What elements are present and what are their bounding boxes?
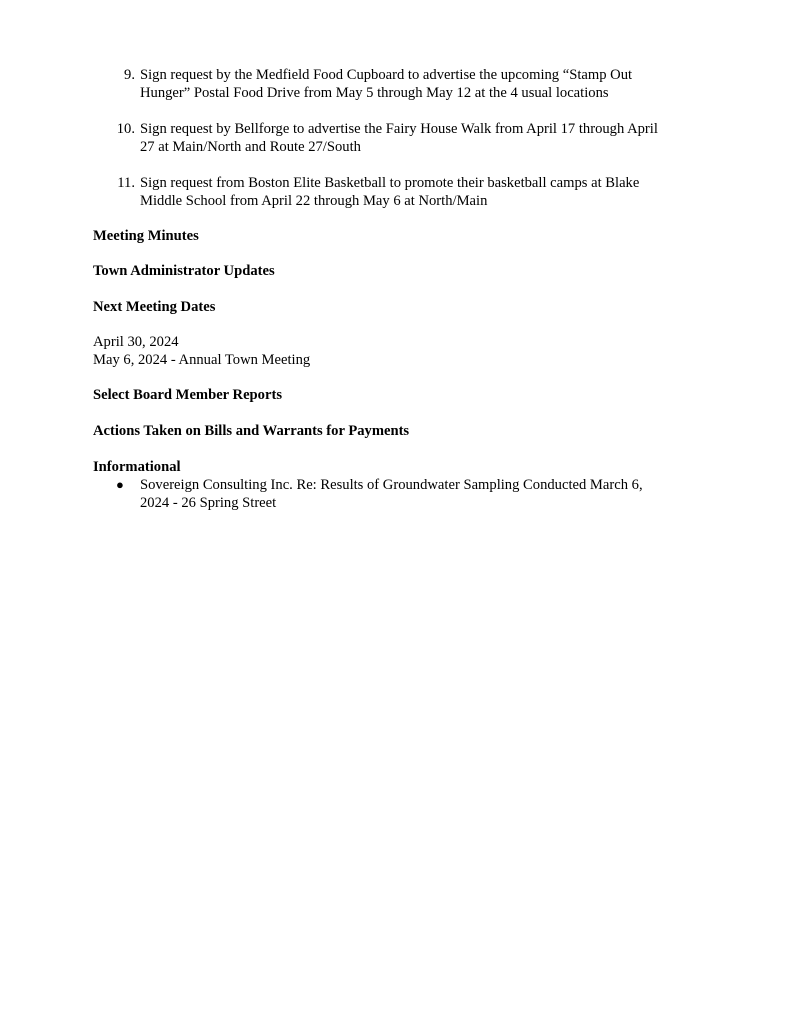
meeting-date-2: May 6, 2024 - Annual Town Meeting	[93, 352, 311, 368]
heading-next-meeting-dates: Next Meeting Dates	[93, 299, 216, 315]
heading-meeting-minutes: Meeting Minutes	[93, 228, 199, 244]
heading-select-board-member-reports: Select Board Member Reports	[93, 387, 282, 403]
informational-item-text-line: Sovereign Consulting Inc. Re: Results of Groundwater Sampling Conducted March 6,	[140, 477, 643, 493]
informational-item-text-line: 2024 - 26 Spring Street	[140, 495, 277, 511]
heading-informational: Informational	[93, 459, 181, 475]
agenda-item-number: 9.	[124, 67, 135, 83]
agenda-item-number: 11.	[117, 175, 135, 191]
agenda-item-text-line: 27 at Main/North and Route 27/South	[140, 139, 361, 155]
agenda-item-text-line: Sign request from Boston Elite Basketball to promote their basketball camps at Blake	[140, 175, 640, 191]
agenda-item-text-line: Sign request by the Medfield Food Cupboard to advertise the upcoming “Stamp Out	[140, 67, 633, 83]
heading-actions-taken: Actions Taken on Bills and Warrants for Payments	[93, 423, 410, 439]
agenda-item-text-line: Middle School from April 22 through May 6 at North/Main	[140, 193, 488, 209]
meeting-date-1: April 30, 2024	[93, 334, 179, 350]
agenda-item-text-line: Sign request by Bellforge to advertise the Fairy House Walk from April 17 through April	[140, 121, 658, 137]
agenda-item-text-line: Hunger” Postal Food Drive from May 5 through May 12 at the 4 usual locations	[140, 85, 609, 101]
agenda-item-number: 10.	[116, 121, 135, 137]
heading-town-administrator-updates: Town Administrator Updates	[93, 263, 275, 279]
bullet-icon: ●	[116, 477, 124, 492]
